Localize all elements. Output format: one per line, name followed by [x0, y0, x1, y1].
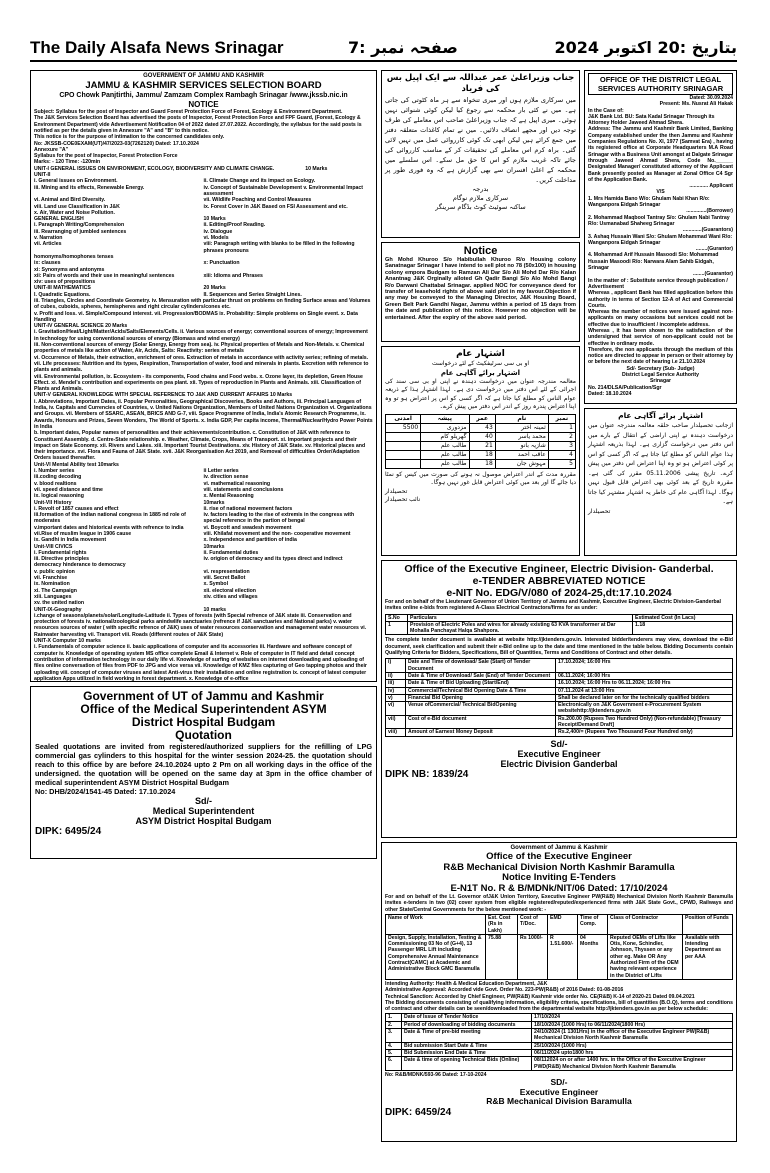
ganderbal-title3: e-NIT No. EDG/V/080 of 2024-25,dt:17.10.2024	[446, 587, 672, 599]
list-item: vi. Animal and Bird Diversity. vii. Wildlife Poaching and Control Measures	[34, 197, 312, 204]
table-row: ii) Date & Time of Download/ Sale (End) of Tender Document 06.11.2024; 16:00 Hrs	[386, 672, 733, 679]
urdu-obc-sign2: نائب تحصیلدار	[385, 496, 421, 503]
dlsa-w1: Whereas , applicant Bank has filled application before this authority in terms of Section 12-A of Act and Commercial Courts.	[588, 290, 733, 309]
rnb-signatory-office: R&B Mechanical Division Baramulla	[486, 1096, 632, 1107]
jkssb-syllabus-a: Syllabus for the post of Inspector, Forest Protection Force	[34, 153, 178, 160]
list-item: vii. Franchise viii. Secret Ballot	[34, 575, 246, 582]
dlsa-title: OFFICE OF THE DISTRICT LEGAL SERVICES AUTHORITY SRINAGAR	[588, 73, 733, 95]
table-row: 3 شازیہ بانو 21 طالب علم	[386, 441, 576, 450]
urdu-appeal-title: جناب وزیراعلیٰ عمر عبداللہ سے ایک اپیل بس کی فریاد	[386, 73, 575, 94]
plot-notice-title: Notice	[463, 245, 498, 257]
masthead	[30, 32, 737, 62]
list-item: iii. Directive principles iv. origion of democracy and its types direct and indirect	[34, 556, 343, 563]
urdu-appeal-body: میں سرکاری ملازم ہوں اور میری تنخواہ سے ہر ماہ کٹوتی کی جاتی ہے۔ میں نے کئی بار محکمہ سے رجوع کیا لیکن کوئی شنوائی نہیں ہوئی۔ میری اپیل ہے کہ جناب وزیراعلیٰ صاحب اس معاملے کی طرف توجہ دیں اور مجھے انصاف دلائیں۔ میں نے تمام کاغذات متعلقہ دفتر میں جمع کرائے ہیں لیکن ابھی تک کوئی کارروائی عمل میں نہیں لائی گئی۔ براہ کرم اس معاملے کی تحقیقات کر کے مناسب کارروائی کی جائے تاکہ غریب ملازم کو اس کا حق مل سکے۔ اس سلسلے میں محکمہ کے اعلیٰ افسران سے بھی گزارش ہے کہ وہ فوری طور پر مداخلت کریں۔	[385, 96, 576, 184]
table-row: Name of Work Est. Cost (Rs in Lakh) Cost of T/Doc. EMD Time of Comp. Class of Contractor Position of Funds	[386, 914, 733, 934]
ganderbal-title1: Office of the Executive Engineer, Electric Division- Ganderbal.	[404, 563, 714, 575]
asym-signatory-office: ASYM District Hospital Budgam	[135, 816, 272, 826]
list-item: I. Quadratic Equations. II. Sequences and Series Straight Lines.	[34, 291, 302, 298]
table-row: 5. Bid Submission End Date & Time 06/11/2024 upto1800 hrs	[386, 1049, 733, 1056]
jkssb-address: CPO Chowk Panjtirthi, Jammu/ Zamzam Complex Rambagh Srinagar /www.jkssb.nic.in	[59, 92, 348, 100]
urdu-obc-sub1: او بی سی سرٹیفکیٹ کے لئے درخواست	[431, 360, 530, 367]
dlsa-r1: 1. Mrs Hamida Bano W/o: Ghulam Nabi Khan R/o: Wanganpora Eidgah Srinagar	[588, 195, 710, 209]
dlsa-p1: J&K Bank Ltd. BU: Sata Kadal Srinagar Through its Attorney Holder Jaweed Ahmad Shera.	[588, 113, 715, 127]
list-item: GENERAL ENGLISH 10 Marks	[34, 216, 226, 223]
list-item: ix. Gandhi in India movement x. Independence and partition of india	[34, 537, 297, 544]
ganderbal-schedule-table	[385, 658, 733, 736]
jkssb-board: JAMMU & KASHMIR SERVICES SELECTION BOARD	[85, 80, 322, 92]
urdu-appeal	[381, 70, 580, 238]
dlsa-p2: Address: The Jammu and Kashmir Bank Limited, Banking Company established under the then Jammu and Kashmir Companies Regulations No. XI, 1977 (Samvat Era) , having its registered office at Corporate Headquarters M.A Road Srinagar with a Business Unit amongst at Dalgate Srinagar through Jaweed Ahmad Shera, Code No.______ Designated Manager/ constituted attorney of the Applicant Bank presently posted as Manager at Zonal Office C4 Sgr of the Application Bank.	[588, 126, 733, 183]
ganderbal-body: The complete tender document is available at website http://jktenders.gov.in. Interested bidder/tenderers may view, download the e-Bid document, seek clarification and submit their e-Bid online up to the date and time mentioned in the table below. Bidding Documents contain Qualifying Criteria for Bidders, Specifications, Bill of Quantities, Terms and Conditions of Contract and other details.	[385, 637, 733, 657]
list-item: v.important dates and historical events with refrence to india vi. Boycott and swadesh movement	[34, 524, 292, 531]
dlsa-r4-tag: ........(Guarantor)	[692, 271, 733, 278]
rnb-dipk: DIPK: 6459/24	[385, 1106, 452, 1118]
table-row: viii) Amount of Earnest Money Deposit Rs.2,400/= (Rupees Two Thousand Four Hundred only)	[386, 729, 733, 736]
table-row: 2 محمد یاسر 40 گھریلو کام	[386, 432, 576, 441]
jkssb-number: No: JKSSB-COE0EXAM(UT)/47/2023-03(7262120) Dated: 17.10.2024	[34, 140, 199, 147]
jkssb-subject: Subject: Syllabus for the post of Inspector and Guard Forest Protection Force of Forest, Ecology & Environment Department.	[34, 109, 343, 116]
jkssb-marks: Marks: - 120 Time: -120min	[34, 159, 101, 166]
dlsa-sd: Sd/- Secretary (Sub- Judge)	[626, 365, 695, 372]
dlsa-r1-tag: ..............(Borrower)	[686, 208, 733, 215]
list-item: iii.coding decoding iv. direction sense	[34, 474, 249, 481]
dlsa-w4: Therefore, the non applicants through the medium of this notice are directed to appear in person or their attorney by or before the next date of hearing i.e 21.10.2024	[588, 346, 733, 366]
table-row: vii) Cost of e-Bid document Rs.200.00 (Rupees Two Hundred Only) (Non-refundable) [Treasury Receipt/Demand Draft]	[386, 715, 733, 729]
dlsa-dated: Dated: 18.10.2024	[588, 390, 632, 397]
jkssb-gk-1: i. Abbreviations, Important Dates, ii. Popular Personalities, Geographical Discoveries, Books and Authors, iii. Principal Languages of India, iv. Capitals and Currencies of Countries, v. United Nations Organization, Members of United Nations Organization vi. Organizations and Groups. vii. Members of SSARC, ASEAN, BRICS AND G-7, viii. Space Programme of India, India's Atomic Research Programme, ix. Awards, Honours and Prizes, Seven Wonders, The World of Sports. x. India GDP, Per capita income, Thermal/Nuclear/Hydro Power Points in India	[34, 398, 373, 430]
list-item: v. blood realtions vi. mathematical reasoning	[34, 480, 271, 487]
jkssb-science-title: UNIT-IV GENERAL SCIENCE 20 Marks	[34, 323, 128, 330]
urdu-appeal-sign3: ساکنہ سوئیٹ کوٹ بڈگام سرینگر	[435, 203, 526, 211]
jkssb-syllabus-list-1	[34, 178, 373, 298]
ganderbal-title2: e-TENDER ABBREVIATED NOTICE	[472, 575, 646, 587]
ganderbal-intro: For and on behalf of the Lieutenant Governor of Union Territory of Jammu and Kashmir, Executive Engineer, Electric Division-Ganderbal invites online e-bids from registered A-Class Electrical Contractors/firms for as under:	[385, 599, 721, 612]
list-item: xv. the united nation	[34, 600, 85, 607]
jkssb-intro2: This notice is for the purpose of intimation to the concerned candidates only.	[34, 134, 225, 141]
table-row: 4. Bid submission Start Date & Time 25/10/2024 (1000 Hrs)	[386, 1042, 733, 1049]
asym-quotation	[30, 686, 377, 859]
plot-sale-notice	[381, 242, 580, 342]
rnb-f2: Administrative Approval: Accorded vide Govt. Order No. 223-PW(R&B) of 2016 Dated: 01-08-2016	[385, 987, 624, 994]
list-item: x. Air, Water and Noise Pollution.	[34, 209, 115, 216]
list-item: ix. logical reasoning x. Mental Reasoning	[34, 493, 254, 500]
jkssb-science-1: i. Gravitation/Heat/Light/Matter/Acids/Salts/Elements/Cells. ii. Various sources of energy; conventional sources of energy; Improvement in technology for using conventional sources of energy (Biomass and wind energy)	[34, 329, 368, 342]
urdu-appeal-sign2: سرکاری ملازم نوگام	[452, 194, 509, 202]
list-item: vii. Articles viii: Paragraph writing with blanks to be filled in the following phrases pronouns	[34, 241, 355, 254]
table-row: 6. Date & time of opening Technical Bids (Online) 08/112024 on or after 1400 hrs. in the Office of the Executive Engineer PWD(R&B) Mechanical Division North Kashmir Baramulla	[386, 1057, 733, 1071]
table-row: 3. Date & Time of pre-bid meeting 24/10/2024 (1 1301Hrs) in the office of the Executive Engineer PW(R&B) Mechanical Division North Kashmir Baramulla	[386, 1029, 733, 1043]
table-row: 2. Period of downloading of bidding documents 18/10/2024 (1000 Hrs) to 06/11/2024(1800 Hrs)	[386, 1021, 733, 1028]
asym-sd: Sd/-	[195, 796, 212, 806]
list-item: v. public opinion vi. respresentation	[34, 568, 250, 575]
list-item: vii. speed distance and time viii. statements and conclusions	[34, 486, 284, 493]
page-number: صفحہ نمبر :7	[348, 38, 458, 57]
jkssb-gk-2: b. Important dates, Popular names of personalities and their achievements/contribution. c. Constitution of J&K with reference to Constituent Assembly. d. Centre-State relationship. e. Weather, Climate, Crops, Means of Transport. xi. Important projects and their impact on State Economy. xii. Rivers and Lakes. xiii. Important Tourist Destinations. xiv. History of J&K State. xv. Historical places and their importance. xvi. Flora and Fauna of J&K State. xvii. J&K Reorganisation Act 2019, and Removal of difficulties Order/Adaptation Orders issued thereafter.	[34, 430, 366, 462]
jkssb-computer-title: UNIT-X Computer 10 marks	[34, 638, 101, 645]
table-row: vi) Venue ofCommercial/ Technical BidOpening Electronically on J&K Government e-Procurement System websitehttp://jktenders.gov.in	[386, 702, 733, 716]
dlsa-r3-tag: ........(Gurantor)	[695, 246, 733, 253]
asym-line1: Government of UT of Jammu and Kashmir	[83, 689, 324, 703]
rnb-f4: The Bidding documents consisting of qualifying information, eligibility criteria, specifications, bill of quantities (B.O.Q), terms and conditions of contract and other details can be seen/downloaded from the departmental website http://jktenders.gov.in as per below schedule:	[385, 999, 733, 1013]
urdu-appeal-sign1: بدرجہ	[472, 185, 489, 193]
jkssb-math: iii. Triangles, Circles and Coordinate Geometry. iv. Mensuration with particular thrust on problems on finding Surface areas and Volumes of cubes, cuboids, spheres, hemispheres and right circular cylinders/cones etc.	[34, 298, 371, 311]
asym-body: Sealed quotations are invited from registered/authorized suppliers for the refilling of LPG commercial gas cylinders to this hospital for the winter session 2024-25. the quotation should reach to this office by are before 24.10.2024 upto 2 Pm on all working days in the office of the undersigned. the quotation will be opened on the same day at 3pm in the office chamber of medical superintendent ASYM District Hospital Budgam	[35, 742, 372, 787]
list-item: i. Revolt of 1857 causes and effect ii. rise of national movement factors	[34, 505, 293, 512]
list-item: UNIT-III MATHEMATICS 20 Marks	[34, 285, 226, 292]
urdu-obc-table	[385, 414, 576, 469]
rnb-title4: Notice Inviting E-Tenders	[502, 872, 616, 884]
urdu-obc-sign1: تحصیلدار	[385, 487, 408, 495]
list-item: iii. Rearranging of jumbled sentences iv. Dialogue	[34, 228, 233, 235]
table-row: نمبر نام عمر پیشہ آمدنی	[386, 414, 576, 423]
jkssb-science-2: iii. Non-conventional sources of energy (Solar Energy, Energy from sea). iv. Physical properties of Metals and Non-Metals. v. Chemical properties of metals like action of Water, Air, Acids, Salts: Reactivity: series of metals	[34, 342, 365, 355]
list-item: i. Paragraph Writing/Comprehension ii. Editing/Proof Reading.	[34, 222, 266, 229]
rnb-intro: For and on behalf of the Lt. Governor ofJ&K Union Territory, Executive Engineer PW(R&B) Mechanical Division North Kashmir Baramulla invites e-tenders in two (02) cover system from eligible registered/reputed/experienced firms with J&K State Govt., CPWD, Railways and other State/Central Governments for the below mentioned work: -	[385, 894, 733, 913]
jkssb-syllabus-list-2	[34, 468, 373, 613]
rnb-signatory: Executive Engineer	[519, 1086, 599, 1097]
issue-date: بتاریخ :20 اکتوبر 2024	[554, 38, 737, 57]
urdu-obc-notice	[381, 346, 580, 556]
ganderbal-signatory: Executive Engineer	[517, 748, 601, 759]
asym-line2: Office of the Medical Superintendent ASYM	[80, 702, 327, 716]
table-row: i) Date and Time of download/ Sale (Start) of Tender Document 17.10.2024; 16:00 Hrs	[386, 659, 733, 673]
table-row: Design, Supply, Installation, Testing & Commissioning 03 No of (G+4), 13 Passenger MRL Lift including Comprehensive Annual Maintenance Contract(CAMC) at Academic and Administrative Block GMC Baramulla 75.88 Rs 1000/- R 1.51.600/- 04 Months Reputed OEMs of Lifts like Otis, Kone, Schindler, Johnson, Thyssen or any other eg. Make OR Any Authorized Firm of the OEM having relevant experience in the District of Lifts Available with Intending Department as per AAA	[386, 934, 733, 979]
dlsa-w3: Whereas , it has been shown to the satisfaction of the undersigned that service of non-applicant could not be effective in ordinary mode.	[588, 327, 733, 347]
table-row: 1. Date of Issue of Tender Notice 17/10/2024	[386, 1014, 733, 1021]
list-item: xi: Synonyms and antonyms	[34, 266, 105, 273]
dlsa-date: Dated: 30.09.2024	[689, 95, 733, 101]
list-item: xiv: uses of prepositions	[34, 279, 96, 286]
rnb-title3: R&B Mechanical Division North Kashmir Baramulla	[443, 861, 675, 873]
dlsa-signatory-place: Srinagar	[649, 378, 672, 385]
dlsa-r2: 2. Mohammad Maqbool Tantray S/o: Ghulam Nabi Tantray R/o: Usmanabad Shaheeg Srinagar	[588, 214, 730, 227]
rnb-number: No: R&B/MDNK/593-96 Dated: 17-10-2024	[385, 1071, 487, 1078]
rnb-schedule-table	[385, 1013, 733, 1070]
list-item: homonyms/homophones tenses	[34, 253, 114, 260]
dlsa-applicant: ............. Applicant	[689, 183, 733, 190]
table-row: v) Financial Bid Opening Shall be declared later on for the technically qualified bidders	[386, 694, 733, 701]
table-row: 5 مہوش جان 18 طالب علم	[386, 459, 576, 468]
dlsa-r4: 4. Mohammad Arif Hussain Masoodi S/o: Mohammad Hussain Masoodi R/o: Narwara Alam Sahib Eidgah, Srinagar	[588, 252, 719, 272]
jkssb-annex-a: Annexure "A"	[34, 146, 69, 153]
dlsa-notice	[584, 70, 737, 404]
asym-line4: Quotation	[175, 728, 232, 742]
list-item: ix: clauses x: Punctuation	[34, 260, 240, 267]
list-item: UNIT-IX-Geography 10 marks	[34, 606, 226, 613]
dlsa-case: In the Case of:	[588, 107, 624, 114]
table-row: S.No Particulars Estimated Cost (In Lacs)	[386, 614, 733, 621]
jkssb-science-3: vi. Occurrence of Metals, their extraction, enrichment of ores. Extraction of metals in accordance with activity series; refining of metals. vii. Life processes: Nutrition and its types, Respiration, Transportation of water, food and minerals in plants. Excretion with reference to plants and animals.	[34, 354, 369, 374]
plot-notice-body: Gh Mohd Khuroo S/o Habibullah Khuroo R/o Housing colony Sanatnagar Srinagar I have intend to sell plot no 78 (50x100) in housing colony empora Budgam to Ramzan Ali Dar S/o Ali Mohd Dar R/o Kalan Anantnag J&K Orginally alloted Gh Qadir Bangi S/o Alo Mohd Bangi R/o Darwani Chattabal Srinagar. applied NOC for conveyance deed for transfer of leasehold rights of above said plot in my favour.Objection if any may be conveyed to the Managing Director, J&K Housing Board, Green Belt Park Gandhi Nagar, Jammu within a period of 15 days from the date and publication of this notice. However no objection will be entertained. After the expiry of the above said period.	[385, 257, 576, 321]
jkssb-notice	[30, 70, 377, 682]
jkssb-gk-title: UNIT-V GENERAL KNOWLEDGE WITH SPECIAL REFERENCE TO J&K AND CURRENT AFFAIRS 10 Marks	[34, 392, 293, 399]
jkssb-unit2: UNIT-II	[34, 172, 51, 179]
ganderbal-work-table	[385, 614, 733, 636]
rnb-title2: Office of the Executive Engineer	[486, 851, 632, 863]
table-row: iii) Date & Time of Bid Uploading (Start/End) 16.10.2024; 16:00 Hrs to 06.11.2024; 16:00 Hrs	[386, 680, 733, 687]
jkssb-math2: v. Profit and loss. vi. Simple/Compound interest. vii. Progression/BODMAS ix. Probability: Simple problems on Single event. x. Data Handling	[34, 310, 358, 323]
dlsa-vs: V/S	[656, 189, 665, 196]
list-item: Unit-VII History 10marks	[34, 499, 225, 506]
rnb-title5: E-N1T No. R & B/MDNk/NIT/06 Dated: 17/10/2024	[450, 882, 668, 894]
list-item: democracy hinderance to democracy	[34, 562, 126, 569]
jkssb-computer-1: i. Fundamentals of computer science ii. basic applications of computer and its accessories iii. Hardware and software concept of computer iv. Knowledge of operating system MS office complete Email & Internet v. Role of computer in IT field and detail concept contribution of information technology in our daily life vi. Knowledge of surfing of websites on internet downloading and uploading of files online conversation of files from PDF to JPG and vice versa vii. Knowledge of KMZ files capturing of Geo tapping photos and their uploading viii. concept of computer viruses and latest Anti-virus their installation and online registration ix. concept of latest computer application Apps utilized in field working in forest department. x. Knowledge of e-office	[34, 644, 367, 682]
rnb-title1: Government of Jammu & Kashmir	[510, 845, 608, 851]
jkssb-unit1: UNIT-I GENERAL ISSUES ON ENVIRONMENT, ECOLOGY, BIODIVERSITY AND CLIMATE CHANGE. 10 Marks	[34, 165, 328, 172]
ganderbal-dipk: DIPK NB: 1839/24	[385, 768, 469, 780]
dlsa-signatory: District Legal Service Authority	[621, 372, 700, 379]
rnb-etender	[381, 842, 737, 1142]
list-item: v. Narration vi. Models	[34, 235, 229, 242]
list-item: iii. Mining and its effects, Renewable Energy. iv. Concept of Sustainable Development v. Environmental Impact assessment	[34, 184, 363, 197]
urdu-tehsildar-title: اشتہار برائے آگاہی عام	[618, 411, 703, 420]
urdu-obc-sub2: اشتہار برائے آگاہی عام	[440, 368, 521, 377]
table-row: 4 عاقب احمد 18 طالب علم	[386, 450, 576, 459]
list-item: i. Number series ii Letter series	[34, 468, 239, 475]
asym-signatory: Medical Superintendent	[152, 806, 255, 816]
table-row: iv) Commercial/Technical Bid Opening Date & Time 07.11.2024 at 13:00 Hrs	[386, 687, 733, 694]
dlsa-r2-tag: .............(Guarantors)	[682, 227, 733, 234]
list-item: Unit-VIII CIVICS 10marks	[34, 543, 225, 550]
dlsa-matter: In the matter of : Substitute service through publication / Advertisement	[588, 277, 728, 290]
urdu-obc-body2: مقررہ مدت کے اندر اعتراض موصول نہ ہونے کی صورت میں کیس کو نمٹا دیا جائے گا اور بعد میں کوئی اعتراض قابل غور نہیں ہوگا۔	[385, 470, 576, 486]
ganderbal-signatory-office: Electric Division Ganderbal	[500, 758, 618, 769]
list-item: iii.formation of the indian national congress in 1885 nd role of moderates iv. factors leading to the rise of extremis in the congress with special reference in the partion of bengal	[34, 512, 355, 525]
dlsa-present: Present: Ms. Nusrat Ali Hakak	[659, 101, 733, 108]
list-item: xi. The Campaign xii. electoral eilection	[34, 587, 256, 594]
urdu-obc-body1: معالمہ مندرجہ عنوان میں درخواست دہندہ نے اپنی او بی سی سند کی اجرائی کے لئے اس دفتر میں درخواست دی ہے۔ لہذا اشتہار ہذا کے ذریعہ عوام الناس کو مطلع کیا جاتا ہے کہ اگر کسی کو اس پر اعتراض ہو تو وہ اپنا اعتراض پندرہ روز کے اندر اس دفتر میں پیش کرے۔	[385, 377, 576, 410]
jkssb-geography: i.change of seasons/planets/solar/Longitude-Latitude ii. Types of forests (with Special refrence of J&K state iii. Conservation and protection of forests iv. national/zoological parks anindwlife sanctuaries (refrence if J&K sanctuaries and National parks) v. water resources sources of water ( with specific refrence of J&K) uses of water resources conservation and management water resources vi. Rainwater harvesting vii. Transport viii. Roads (different routes of J&K State)	[34, 612, 367, 638]
urdu-obc-title: اشتہار عام	[456, 349, 505, 359]
list-item: xiii. Languages xiv. cities and villages	[34, 593, 258, 600]
dlsa-w2: Whereas the number of notices were issued against non-applicants on many occasions but services could not be effective due to insufficient / incomplete address.	[588, 309, 733, 328]
list-item: viii. Land use Classification in J&K ix. Forest Cover in J&K Based on FSI Assessment and etc.	[34, 203, 348, 210]
asym-line3: District Hospital Budgam	[131, 715, 276, 729]
ganderbal-sd: Sd/-	[550, 738, 568, 749]
list-item: i. Fundamental rights ii. Fundamental duties	[34, 549, 259, 556]
urdu-tehsildar-body: ازجانب تحصیلدار صاحب حلقہ معالمہ مندرجہ عنوان میں درخواست دہندہ نے اپنی اراضی کے انتقال کے بارے میں اس دفتر میں درخواست گزاری ہے۔ لہذا بذریعہ اشتہار ہذا عوام الناس کو مطلع کیا جاتا ہے کہ اگر کسی کو اس پر کوئی اعتراض ہو تو وہ اپنا اعتراض اس دفتر میں پیش کرے۔ تاریخ پیشی 05.11.2006 مقرر کی گئی ہے۔ مقررہ تاریخ کے بعد کوئی بھی اعتراض قابل قبول نہیں ہوگا۔ لہذا آگاہی عام کی خاطر یہ اشتہار مشتہر کیا جاتا ہے۔	[588, 422, 733, 505]
rnb-work-table	[385, 914, 733, 980]
list-item: i. General issues on Environment. ii. Climate Change and its impact on Ecology.	[34, 178, 316, 185]
jkssb-science-4: viii. Environmental pollution, ix. Ecosystem - its components, Food chains and Food webs. x. Ozone layer, its depletion, Green House Effect. xi. Mendel's contribution and experiments on pea plant. xii. Types of reproduction in Plants and Animals. xiii. Classification of Plants and Animals.	[34, 373, 363, 393]
rnb-f1: Intending Authority: Health & Medical Education Department, J&K	[385, 980, 548, 987]
jkssb-notice-title: NOTICE	[188, 100, 219, 110]
jkssb-mental-title: Unit-VI Mental Ability test 10marks	[34, 461, 119, 468]
jkssb-intro: The J&K Services Selection Board has advertised the posts of Inspector, Forest Protection Force and FPF Guard, (Forest, Ecology & Environment Department) vide Advertisement Notification 04 of 2022 dated 27.07.2022. Accordingly, the syllabus for the said posts is notified as per the details given in Annexure "A" and "B" to this notice.	[34, 115, 362, 134]
newspaper-name: The Daily Alsafa News Srinagar	[30, 38, 284, 57]
asym-dipk: DIPK: 6495/24	[35, 826, 102, 837]
urdu-tehsildar-notice	[584, 408, 737, 556]
table-row: 1 ثمینہ اختر 43 مزدوری 5500	[386, 423, 576, 432]
asym-number: No: DHB/2024/1541-45 Dated: 17.10.2024	[35, 787, 176, 796]
dlsa-r3: 3. Ashaq Hussain Wani S/o: Ghulam Mohammad Wani R/o: Wanganpora Eidgah Srinagar	[588, 233, 733, 246]
list-item: ix. Nomination x. Symbol	[34, 581, 229, 588]
table-row: 1 Provision of Electric Poles and wires for already existing 63 KVA transformer at Dar Mohalla Panchayat Halqa Shahpora. 1.18	[386, 621, 733, 635]
urdu-tehsildar-sign: تحصیلدار	[588, 507, 611, 515]
rnb-sd: SD/-	[550, 1077, 568, 1088]
dlsa-number: No. 214/DLSA/Publication/Sgr	[588, 384, 662, 391]
jkssb-gov: GOVERNMENT OF JAMMU AND KASHMIR	[143, 73, 264, 79]
ganderbal-etender	[381, 560, 737, 838]
list-item: xii: Pairs of words and their use in meaningful sentences xiii: Idioms and Phrases	[34, 272, 263, 279]
list-item: vii.Rise of muslim league in 1906 cause viii. Khilafat movement and the non- cooperative movement	[34, 530, 351, 537]
rnb-f3: Technical Sanction: Accorded by Chief Engineer, PW(R&B) Kashmir vide order No. CE(R&B) K-14 of 2020-21 Dated 09.04.2021	[385, 993, 695, 1000]
